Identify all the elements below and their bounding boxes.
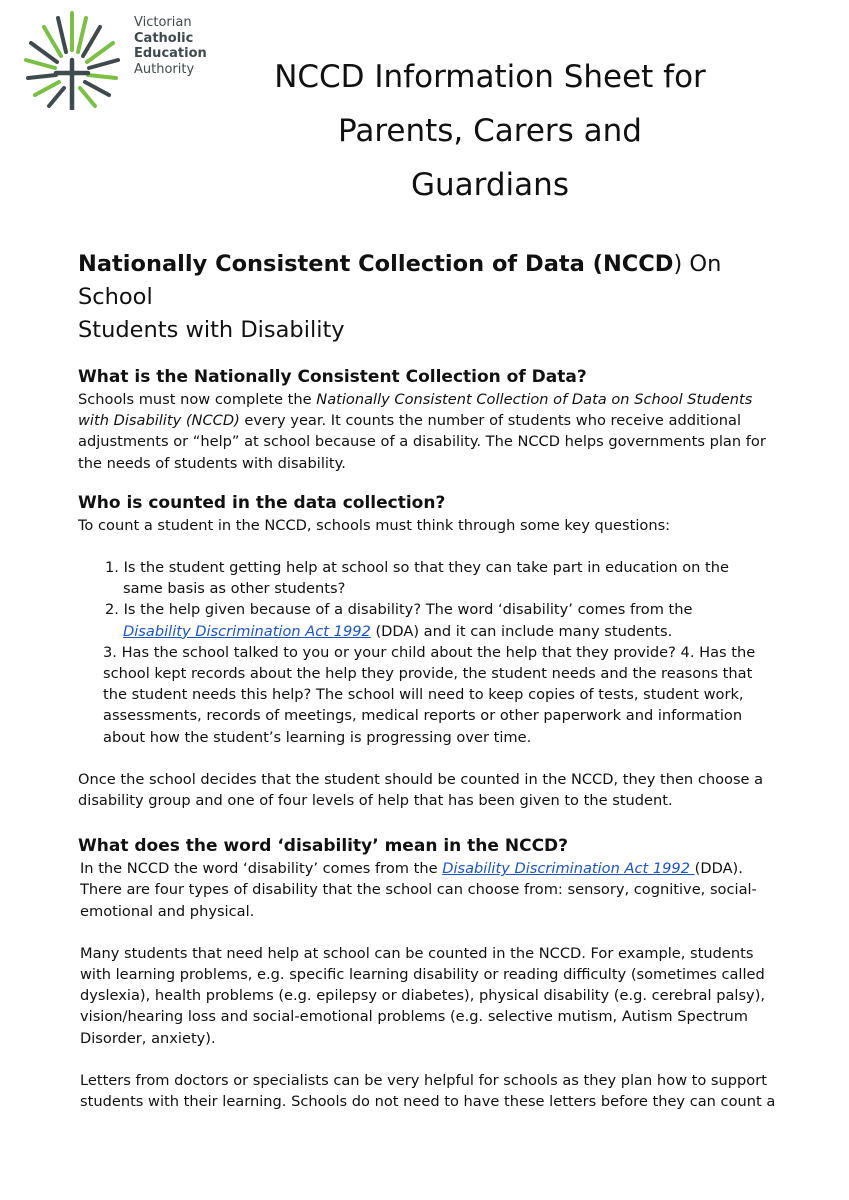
questions-list xyxy=(78,557,778,748)
section3-paragraph: Many students that need help at school can be counted in the NCCD. For example, students with learning problems, e.g. specific learning disability or reading difficulty (sometimes called dyslexia), health problems (e.g. epilepsy or diabetes), physical disability (e.g. cerebral palsy), vision/hearing loss and social-emotional problems (e.g. selective mutism, Autism Spectrum Disorder, anxiety). xyxy=(80,944,766,1047)
section2-intro: To count a student in the NCCD, schools must think through some key questions: xyxy=(78,516,671,534)
text-span: (DDA) and it can include many students. xyxy=(370,622,673,640)
org-name-line: Victorian xyxy=(134,15,192,30)
section3-paragraph: Letters from doctors or specialists can be very helpful for schools as they plan how to support students with their learning. Schools do not need to have these letters before they can count a xyxy=(80,1071,776,1111)
text-span: Schools must now complete the xyxy=(78,391,317,408)
section2-outro: Once the school decides that the student should be counted in the NCCD, they then choose a disability group and one of four levels of help that has been given to the student. xyxy=(78,770,764,810)
main-heading xyxy=(78,248,778,347)
org-name-line: Authority xyxy=(134,61,195,77)
list-item: 3. Has the school talked to you or your child about the help that they provide? 4. Has the school kept records about the help they provide, the student needs and the reasons that the student needs this help? The school will need to keep copies of tests, student work, assessments, records of meetings, medical reports or other paperwork and information about how the student’s learning is progressing over time. xyxy=(103,643,756,746)
text-span: In the NCCD the word ‘disability’ comes from the xyxy=(80,860,443,878)
title-line-1: NCCD Information Sheet for xyxy=(274,59,706,95)
text-span: 2. Is the help given because of a disability? The word ‘disability’ comes from the xyxy=(105,601,693,619)
dda-link[interactable]: Disability Discrimination Act 1992 xyxy=(442,860,695,878)
section1-paragraph xyxy=(78,389,778,474)
org-name xyxy=(134,15,207,77)
document-body xyxy=(78,248,778,1112)
list-item xyxy=(78,599,778,641)
italic-text: Nationally Consistent Collection of Data on School Students with Disability (NCCD) xyxy=(78,391,753,430)
page-title xyxy=(260,50,720,212)
main-heading-rest: ) On School xyxy=(78,251,722,310)
vcea-logo-icon xyxy=(22,10,122,110)
title-line-2: Parents, Carers and Guardians xyxy=(338,113,642,203)
org-name-line: Education xyxy=(134,46,207,61)
org-name-line: Catholic xyxy=(134,30,194,46)
main-heading-bold: Nationally Consistent Collection of Data (NCCD xyxy=(78,251,674,277)
section-heading: What is the Nationally Consistent Collection of Data? xyxy=(78,367,587,387)
dda-link[interactable]: Disability Discrimination Act 1992 xyxy=(123,622,371,640)
section3-paragraph xyxy=(78,858,778,922)
main-heading-line2: Students with Disability xyxy=(78,317,345,343)
text-span: (DDA). There are four types of disability that the school can choose from: sensory, cognitive, social-emotional and physical. xyxy=(80,860,757,920)
section-heading: Who is counted in the data collection? xyxy=(78,492,446,513)
section-heading: What does the word ‘disability’ mean in the NCCD? xyxy=(78,836,569,857)
text-span: every year. It counts the number of students who receive additional adjustments or “help” at school because of a disability. The NCCD helps governments plan for the needs of students with disability. xyxy=(78,412,766,472)
list-item: 1. Is the student getting help at school so that they can take part in education on the same basis as other students? xyxy=(105,559,730,598)
